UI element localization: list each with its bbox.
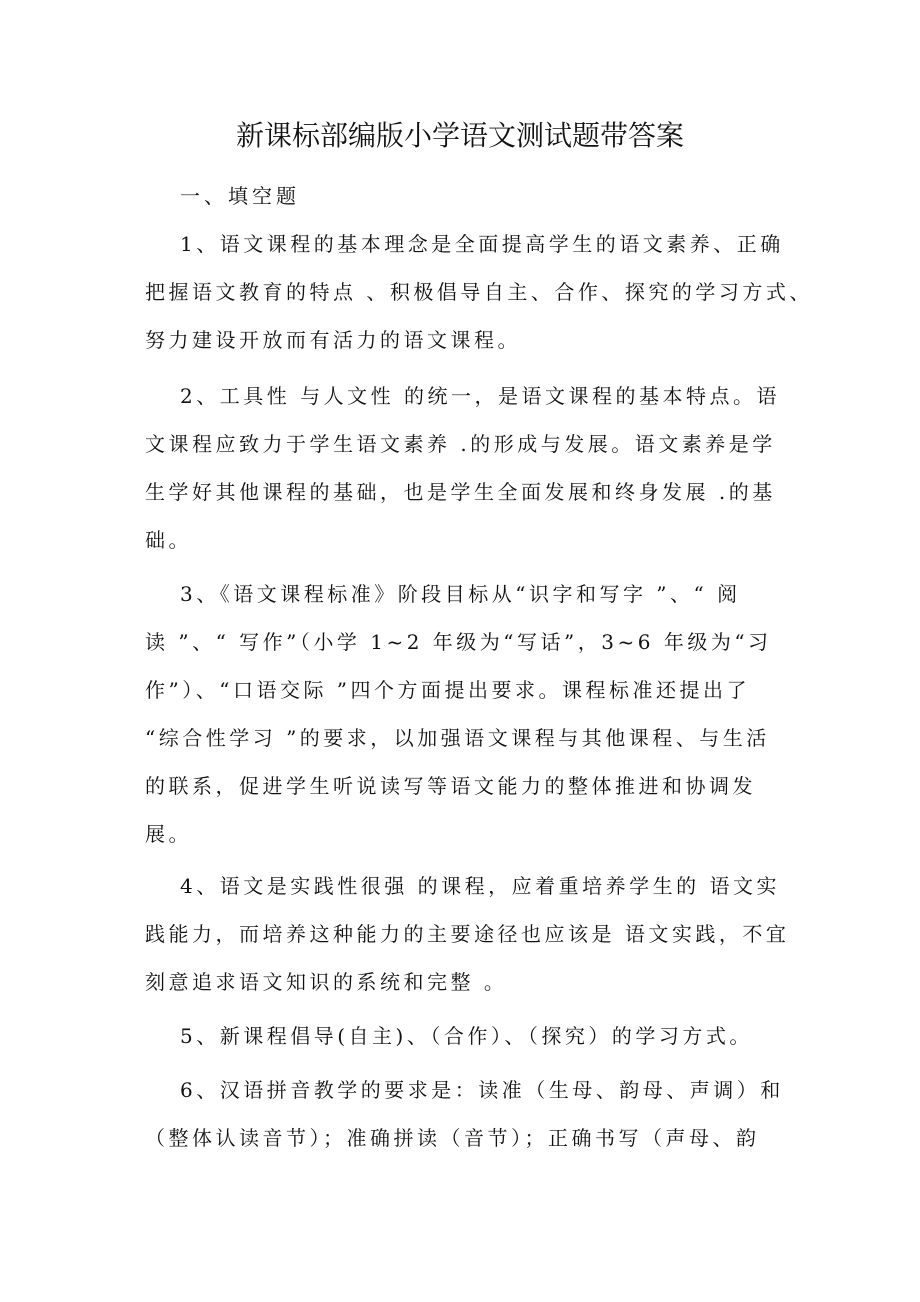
paragraph-line: 础。	[145, 528, 192, 552]
paragraph-line: 4、语文是实践性很强 的课程，应着重培养学生的 语文实	[180, 874, 780, 898]
paragraph-line: 6、汉语拼音教学的要求是：读准（生母、韵母、声调）和	[180, 1078, 784, 1102]
paragraph-6	[145, 1066, 785, 1162]
paragraph-5	[145, 1012, 785, 1060]
paragraph-line: 读 ”、“ 写作”（小学 1~2 年级为“写话”，3~6 年级为“习	[145, 630, 772, 654]
paragraph-line: “综合性学习 ”的要求，以加强语文课程与其他课程、与生活	[145, 726, 770, 750]
paragraph-line: （整体认读音节）；准确拼读（音节）；正确书写（声母、韵	[145, 1126, 760, 1150]
paragraph-line: 1、语文课程的基本理念是全面提高学生的语文素养、正确	[180, 232, 784, 256]
paragraph-line: 努力建设开放而有活力的语文课程。	[145, 328, 521, 352]
section-heading: 一、填空题	[180, 184, 300, 208]
paragraph-line: 3、《语文课程标准》阶段目标从“识字和写字 ”、“ 阅	[180, 582, 741, 606]
paragraph-line: 把握语文教育的特点 、积极倡导自主、合作、探究的学习方式、	[145, 280, 813, 304]
paragraph-line: 践能力，而培养这种能力的主要途径也应该是 语文实践，不宜	[145, 922, 790, 946]
paragraph-1	[145, 220, 813, 364]
paragraph-line: 作”）、“口语交际 ”四个方面提出要求。课程标准还提出了	[145, 678, 751, 702]
paragraph-line: 2、工具性 与人文性 的统一，是语文课程的基本特点。语	[180, 384, 780, 408]
paragraph-line: 5、新课程倡导(自主)、（合作）、（探究）的学习方式。	[180, 1024, 753, 1048]
paragraph-3	[145, 570, 785, 858]
paragraph-4	[145, 862, 790, 1006]
paragraph-line: 文课程应致力于学生语文素养 .的形成与发展。语文素养是学	[145, 432, 776, 456]
paragraph-2	[145, 372, 785, 564]
paragraph-line: 生学好其他课程的基础，也是学生全面发展和终身发展 .的基	[145, 480, 776, 504]
paragraph-line: 刻意追求语文知识的系统和完整 。	[145, 970, 508, 994]
document-title: 新课标部编版小学语文测试题带答案	[235, 119, 684, 152]
paragraph-line: 的联系，促进学生听说读写等语文能力的整体推进和协调发	[145, 774, 756, 798]
paragraph-line: 展。	[145, 822, 192, 846]
